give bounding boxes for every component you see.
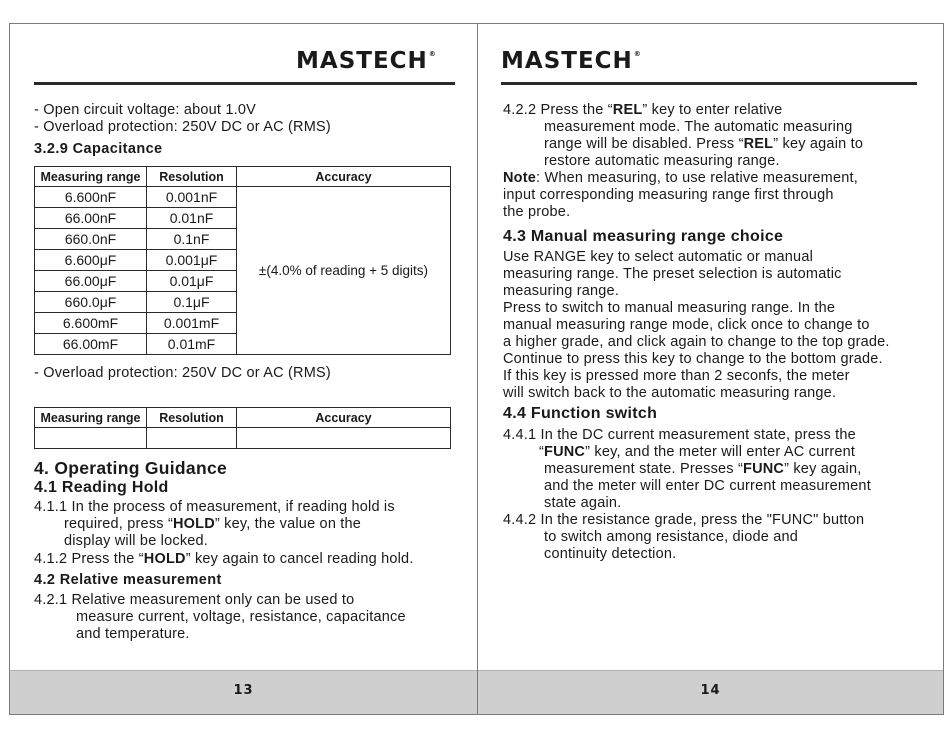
page-number: 14: [700, 683, 721, 698]
s422-line3-pre: range will be disabled. Press “: [544, 136, 744, 152]
s421-line1: 4.2.1 Relative measurement only can be used to: [34, 592, 355, 608]
s412-line: [34, 551, 414, 568]
brand-logo: [501, 48, 642, 74]
range-cell: 6.600μF: [35, 250, 147, 271]
header-accuracy: Accuracy: [237, 167, 451, 187]
range-cell: 66.00μF: [35, 271, 147, 292]
s43-line: Continue to press this key to change to the bottom grade.: [503, 351, 883, 367]
s412-pre: 4.1.2 Press the “: [34, 551, 144, 567]
page-footer: [478, 670, 943, 714]
s422-line1-post: ” key to enter relative: [642, 102, 783, 118]
overload-protection-text-2: - Overload protection: 250V DC or AC (RMS): [34, 365, 331, 381]
s422-line3: [544, 136, 863, 153]
hold-key-label: HOLD: [172, 516, 215, 532]
resolution-cell: 0.001μF: [147, 250, 237, 271]
accuracy-cell: ±(4.0% of reading + 5 digits): [237, 187, 451, 355]
range-cell: 6.600nF: [35, 187, 147, 208]
note-label: Note: [503, 170, 537, 186]
range-cell: 660.0nF: [35, 229, 147, 250]
registered-mark: ®: [428, 50, 437, 58]
empty-cell: [35, 428, 147, 449]
s441-line3: [544, 461, 861, 478]
s422-line1: [503, 102, 782, 119]
note-line2: input corresponding measuring range first through: [503, 187, 834, 203]
s43-line: Use RANGE key to select automatic or manual: [503, 249, 813, 265]
range-cell: 660.0μF: [35, 292, 147, 313]
header-measuring-range: Measuring range: [35, 408, 147, 428]
s441-line3-pre: measurement state. Presses “: [544, 461, 744, 477]
header-measuring-range: Measuring range: [35, 167, 147, 187]
s43-line: If this key is pressed more than 2 seconfs, the meter: [503, 368, 850, 384]
rel-key-label: REL: [743, 136, 774, 152]
resolution-cell: 0.1μF: [147, 292, 237, 313]
s411-line3: display will be locked.: [64, 533, 209, 549]
capacitance-table: [34, 166, 451, 355]
s421-line2: measure current, voltage, resistance, capacitance: [76, 609, 406, 625]
relative-measurement-title: 4.2 Relative measurement: [34, 572, 222, 588]
s422-line2: measurement mode. The automatic measuring: [544, 119, 853, 135]
s411-line2: [64, 516, 361, 533]
empty-cell: [147, 428, 237, 449]
header-rule: [34, 82, 455, 85]
range-cell: 66.00mF: [35, 334, 147, 355]
s43-line: Press to switch to manual measuring range. In the: [503, 300, 836, 316]
s441-line2-pre: “: [539, 444, 545, 460]
resolution-cell: 0.001nF: [147, 187, 237, 208]
s411-line2-pre: required, press “: [64, 516, 173, 532]
s43-line: measuring range.: [503, 283, 620, 299]
overload-protection-text: - Overload protection: 250V DC or AC (RMS): [34, 119, 331, 135]
table-header-row: [35, 408, 451, 428]
note-line1: [503, 170, 858, 187]
s412-post: ” key again to cancel reading hold.: [185, 551, 414, 567]
table-row: [35, 187, 451, 208]
s442-line1: 4.4.2 In the resistance grade, press the "FUNC" button: [503, 512, 865, 528]
s43-line: a higher grade, and click again to change to the top grade.: [503, 334, 890, 350]
function-switch-title: 4.4 Function switch: [503, 405, 658, 422]
page-number: 13: [233, 683, 254, 698]
table-row: [35, 428, 451, 449]
resolution-cell: 0.01mF: [147, 334, 237, 355]
s441-line2: [539, 444, 855, 461]
table-header-row: [35, 167, 451, 187]
empty-spec-table: [34, 407, 451, 449]
note-line3: the probe.: [503, 204, 571, 220]
s43-line: measuring range. The preset selection is automatic: [503, 266, 842, 282]
header-resolution: Resolution: [147, 408, 237, 428]
capacitance-heading: 3.2.9 Capacitance: [34, 141, 163, 157]
resolution-cell: 0.01μF: [147, 271, 237, 292]
s441-line2-post: ” key, and the meter will enter AC current: [585, 444, 856, 460]
s422-line4: restore automatic measuring range.: [544, 153, 780, 169]
section-4-title: 4. Operating Guidance: [34, 458, 228, 478]
s422-line3-post: ” key again to: [773, 136, 864, 152]
s43-line: manual measuring range mode, click once to change to: [503, 317, 870, 333]
header-rule: [501, 82, 917, 85]
left-page: [9, 23, 478, 715]
resolution-cell: 0.01nF: [147, 208, 237, 229]
s441-line5: state again.: [544, 495, 622, 511]
s442-line2: to switch among resistance, diode and: [544, 529, 799, 545]
resolution-cell: 0.1nF: [147, 229, 237, 250]
s422-line1-pre: 4.2.2 Press the “: [503, 102, 613, 118]
open-circuit-voltage-text: - Open circuit voltage: about 1.0V: [34, 102, 257, 118]
s442-line3: continuity detection.: [544, 546, 677, 562]
s441-line4: and the meter will enter DC current measurement: [544, 478, 871, 494]
func-key-label: FUNC: [544, 444, 586, 460]
right-page: [477, 23, 944, 715]
registered-mark: ®: [633, 50, 642, 58]
empty-cell: [237, 428, 451, 449]
s411-line1: 4.1.1 In the process of measurement, if reading hold is: [34, 499, 395, 515]
func-key-label: FUNC: [743, 461, 785, 477]
s441-line1: 4.4.1 In the DC current measurement state, press the: [503, 427, 856, 443]
range-cell: 6.600mF: [35, 313, 147, 334]
note-text: : When measuring, to use relative measurement,: [536, 170, 858, 186]
s421-line3: and temperature.: [76, 626, 190, 642]
range-cell: 66.00nF: [35, 208, 147, 229]
header-accuracy: Accuracy: [237, 408, 451, 428]
s43-line: will switch back to the automatic measuring range.: [503, 385, 837, 401]
s411-line2-post: ” key, the value on the: [214, 516, 362, 532]
s441-line3-post: ” key again,: [784, 461, 862, 477]
manual-range-title: 4.3 Manual measuring range choice: [503, 228, 784, 245]
brand-name: MASTECH: [296, 48, 428, 74]
brand-name: MASTECH: [501, 48, 633, 74]
brand-logo: [296, 48, 437, 74]
resolution-cell: 0.001mF: [147, 313, 237, 334]
page-footer: [10, 670, 477, 714]
header-resolution: Resolution: [147, 167, 237, 187]
rel-key-label: REL: [612, 102, 643, 118]
reading-hold-title: 4.1 Reading Hold: [34, 479, 169, 496]
hold-key-label: HOLD: [143, 551, 186, 567]
